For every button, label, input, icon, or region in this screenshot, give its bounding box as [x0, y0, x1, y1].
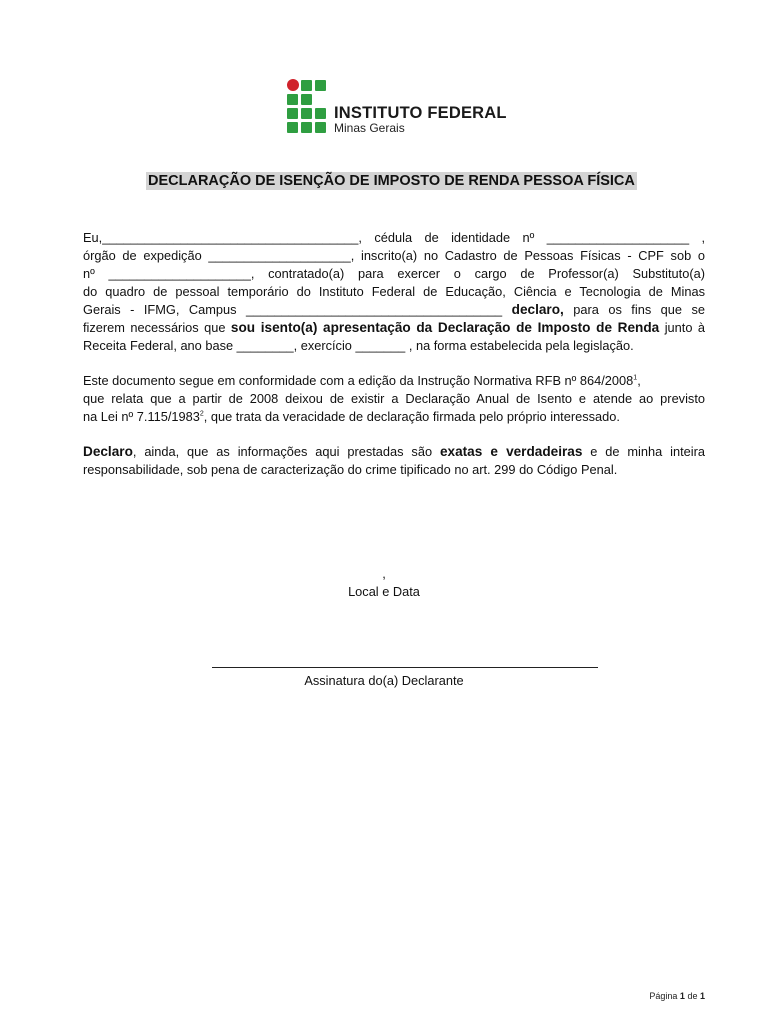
declaro-bold: declaro,: [511, 302, 564, 317]
responsibility-paragraph: [83, 443, 705, 479]
declaration-paragraph: [83, 229, 705, 355]
normative-text: Este documento segue em conformidade com a edição da Instrução Normativa RFB nº 864/2008: [83, 373, 634, 388]
place-date-label: Local e Data: [348, 584, 420, 599]
place-date-comma: ,: [382, 566, 386, 581]
page-number: [649, 991, 705, 1001]
logo-red-circle: [287, 79, 299, 91]
paragraph-line: [83, 319, 705, 337]
paragraph-line: [83, 301, 705, 319]
paragraph-line: nº ____________________, contratado(a) para exercer o cargo de Professor(a) Substituto(a): [83, 266, 705, 281]
campus-text: Gerais - IFMG, Campus ____________________________________: [83, 302, 503, 317]
comma-text: ,: [637, 373, 641, 388]
logo-square: [301, 122, 312, 133]
purpose-text: para os fins que se: [573, 302, 705, 317]
document-title: DECLARAÇÃO DE ISENÇÃO DE IMPOSTO DE RENDA PESSOA FÍSICA: [148, 173, 635, 189]
veracity-text: , que trata da veracidade de declaração firmada pelo próprio interessado.: [203, 409, 620, 424]
footnote-ref: 1: [633, 374, 638, 382]
logo-square: [287, 122, 298, 133]
logo-square: [287, 94, 298, 105]
logo-title: INSTITUTO FEDERAL: [334, 104, 507, 122]
normative-paragraph: [83, 372, 705, 426]
logo-square: [301, 80, 312, 91]
together-text: junto à: [664, 320, 705, 335]
paragraph-line: [83, 443, 705, 461]
paragraph-line: responsabilidade, sob pena de caracterização do crime tipificado no art. 299 do Código Penal.: [83, 462, 618, 477]
paragraph-line: Eu,____________________________________, cédula de identidade nº ____________________ ,: [83, 230, 705, 245]
page-prefix: Página: [649, 991, 678, 1001]
necessary-text: fizerem necessários que: [83, 320, 226, 335]
logo-mark-icon: [287, 79, 329, 133]
current-page: 1: [679, 991, 685, 1001]
paragraph-line: [83, 408, 705, 426]
logo-subtitle: Minas Gerais: [334, 121, 405, 135]
declaro-bold: Declaro: [83, 444, 133, 459]
paragraph-line: [83, 372, 705, 390]
footnote-ref: 2: [199, 410, 204, 418]
logo-square: [315, 80, 326, 91]
logo-square: [315, 108, 326, 119]
page-of: de: [687, 991, 698, 1001]
law-text: na Lei nº 7.115/1983: [83, 409, 200, 424]
logo-square: [301, 94, 312, 105]
logo-square: [287, 108, 298, 119]
total-pages: 1: [699, 991, 705, 1001]
paragraph-line: órgão de expedição ____________________, inscrito(a) no Cadastro de Pessoas Físicas - CPF sob o: [83, 248, 705, 263]
paragraph-line: do quadro de pessoal temporário do Instituto Federal de Educação, Ciência e Tecnologia de Minas: [83, 284, 705, 299]
paragraph-line: que relata que a partir de 2008 deixou de existir a Declaração Anual de Isento e atende ao previsto: [83, 391, 705, 406]
info-text: , ainda, que as informações aqui prestadas são: [132, 444, 433, 459]
paragraph-line: Receita Federal, ano base ________, exercício _______ , na forma estabelecida pela legislação.: [83, 338, 634, 353]
exact-true-bold: exatas e verdadeiras: [439, 444, 583, 459]
signature-line: [212, 667, 598, 668]
logo-square: [315, 122, 326, 133]
logo-square: [301, 108, 312, 119]
institute-logo: [287, 79, 517, 133]
signature-label: Assinatura do(a) Declarante: [304, 673, 464, 688]
entire-text: e de minha inteira: [590, 444, 705, 459]
exemption-bold: sou isento(a) apresentação da Declaração de Imposto de Renda: [230, 320, 660, 335]
